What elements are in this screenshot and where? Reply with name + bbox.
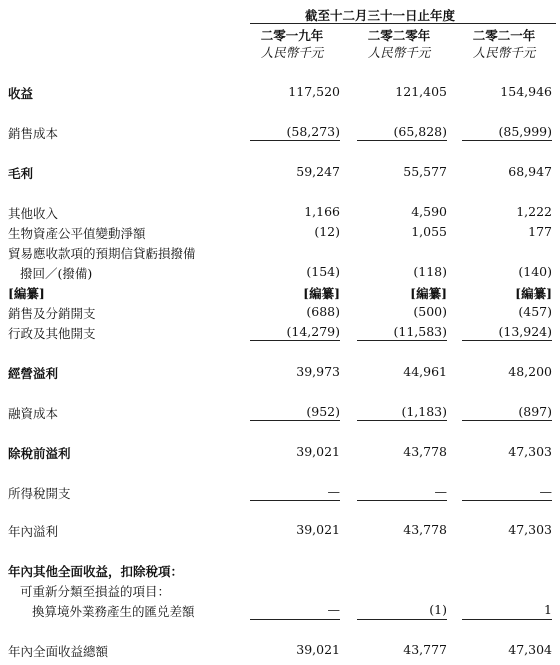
row-value: 1,055 — [411, 224, 447, 239]
subtotal-rule — [357, 140, 447, 141]
row-label-cost-of-sales: 銷售成本 — [8, 126, 59, 141]
row-value: 39,973 — [296, 364, 340, 379]
row-value: (65,828) — [393, 124, 447, 139]
row-value: 43,778 — [403, 522, 447, 537]
row-label-ecl-provision: 貿易應收款項的預期信貸虧損撥備 — [8, 246, 196, 261]
unit-label-2020: 人民幣千元 — [367, 45, 431, 60]
row-value: 47,304 — [508, 642, 552, 657]
row-value: (85,999) — [498, 124, 552, 139]
row-label-biological-assets: 生物資產公平值變動淨額 — [8, 226, 146, 241]
year-header-2020: 二零二零年 — [367, 28, 431, 43]
row-value: (1,183) — [401, 404, 447, 419]
row-label-oci-heading: 年內其他全面收益，扣除稅項： — [8, 564, 184, 579]
row-value: [編纂] — [410, 286, 447, 301]
row-value: (500) — [413, 304, 447, 319]
row-value: — — [327, 602, 340, 617]
row-value: (688) — [306, 304, 340, 319]
year-header-2021: 二零二一年 — [472, 28, 536, 43]
row-value: 177 — [528, 224, 552, 239]
subtotal-rule — [357, 340, 447, 341]
row-value: (11,583) — [393, 324, 447, 339]
row-label-fx-difference: 換算境外業務產生的匯兑差額 — [32, 604, 195, 619]
subtotal-rule — [357, 500, 447, 501]
row-value: 43,778 — [403, 444, 447, 459]
row-value: 59,247 — [296, 164, 340, 179]
row-label-selling-expenses: 銷售及分銷開支 — [8, 306, 96, 321]
row-value: (457) — [518, 304, 552, 319]
row-value: — — [434, 484, 447, 499]
subtotal-rule — [250, 500, 340, 501]
subtotal-rule — [357, 420, 447, 421]
row-label-redacted: [編纂] — [8, 286, 45, 301]
row-label-reclassifiable: 可重新分類至損益的項目： — [20, 584, 171, 599]
row-label-admin-expenses: 行政及其他開支 — [8, 326, 96, 341]
unit-label-2021: 人民幣千元 — [472, 45, 536, 60]
row-label-profit-for-year: 年內溢利 — [8, 524, 59, 539]
row-value: 154,946 — [500, 84, 552, 99]
row-value: 44,961 — [403, 364, 447, 379]
row-label-reversal: 撥回／(撥備) — [20, 266, 93, 281]
row-value: 117,520 — [288, 84, 340, 99]
subtotal-rule — [250, 340, 340, 341]
row-value: 39,021 — [296, 642, 340, 657]
row-value: 4,590 — [411, 204, 447, 219]
subtotal-rule — [462, 420, 552, 421]
row-value: [編纂] — [515, 286, 552, 301]
row-value: (13,924) — [498, 324, 552, 339]
row-value: 1,222 — [516, 204, 552, 219]
row-value: 47,303 — [508, 444, 552, 459]
row-value: 55,577 — [403, 164, 447, 179]
row-label-operating-profit: 經營溢利 — [8, 366, 59, 381]
row-value: 43,777 — [403, 642, 447, 657]
row-value: 121,405 — [395, 84, 447, 99]
row-value: (952) — [306, 404, 340, 419]
row-value: (897) — [518, 404, 552, 419]
row-value: (154) — [306, 264, 340, 279]
row-label-other-income: 其他收入 — [8, 206, 59, 221]
subtotal-rule — [462, 340, 552, 341]
row-label-finance-costs: 融資成本 — [8, 406, 59, 421]
row-value: (14,279) — [286, 324, 340, 339]
row-value: — — [539, 484, 552, 499]
row-value: [編纂] — [303, 286, 340, 301]
row-value: (140) — [518, 264, 552, 279]
header-rule — [250, 23, 556, 24]
row-value: 39,021 — [296, 444, 340, 459]
row-value: (58,273) — [286, 124, 340, 139]
row-value: (1) — [429, 602, 447, 617]
subtotal-rule — [462, 500, 552, 501]
row-value: 1 — [544, 602, 552, 617]
year-header-2019: 二零一九年 — [260, 28, 324, 43]
row-value: — — [327, 484, 340, 499]
subtotal-rule — [250, 140, 340, 141]
row-value: 1,166 — [304, 204, 340, 219]
row-label-gross-profit: 毛利 — [8, 166, 34, 181]
row-label-total-comprehensive-income: 年內全面收益總額 — [8, 644, 109, 659]
row-value: (12) — [314, 224, 340, 239]
subtotal-rule — [250, 619, 340, 620]
row-value: 39,021 — [296, 522, 340, 537]
row-label-revenue: 收益 — [8, 86, 34, 101]
row-value: 68,947 — [508, 164, 552, 179]
row-value: (118) — [413, 264, 447, 279]
subtotal-rule — [357, 619, 447, 620]
row-label-income-tax: 所得稅開支 — [8, 486, 71, 501]
subtotal-rule — [462, 140, 552, 141]
row-label-profit-before-tax: 除稅前溢利 — [8, 446, 71, 461]
row-value: 47,303 — [508, 522, 552, 537]
row-value: 48,200 — [508, 364, 552, 379]
subtotal-rule — [462, 619, 552, 620]
subtotal-rule — [250, 420, 340, 421]
unit-label-2019: 人民幣千元 — [260, 45, 324, 60]
period-header: 截至十二月三十一日止年度 — [305, 8, 456, 23]
